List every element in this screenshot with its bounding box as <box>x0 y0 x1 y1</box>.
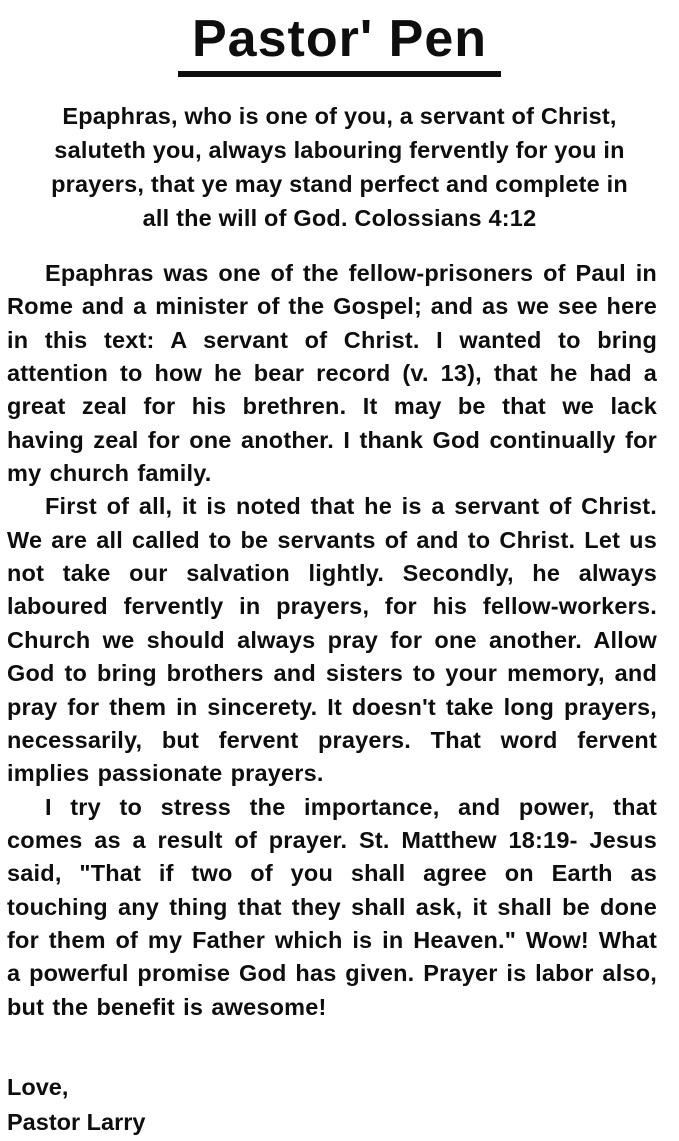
body-paragraph: Epaphras was one of the fellow-prisoners of Paul in Rome and a minister of the Gospel; and as we see here in this text: A servant of Christ. I wanted to bring attention to how he bear record (v. 13), that he had a great zeal for his brethren. It may be that we lack having zeal for one another. I thank God continually for my church family. <box>7 259 657 486</box>
closing <box>7 1070 679 1141</box>
page-title: Pastor' Pen <box>178 12 501 77</box>
title-wrap <box>0 12 679 77</box>
body-paragraph: I try to stress the importance, and power, that comes as a result of prayer. St. Matthew 18:19- Jesus said, "That if two of you shall agree on Earth as touching any thing that they shall ask, it shall be done for them of my Father which is in Heaven." Wow! What a powerful promise God has given. Prayer is labor also, but the benefit is awesome! <box>7 793 657 1020</box>
closing-signature: Pastor Larry <box>7 1109 146 1136</box>
scripture-quote: Epaphras, who is one of you, a servant of Christ, saluteth you, always labouring fervently for you in prayers, that ye may stand perfect and complete in all the will of God. Colossians 4:12 <box>51 102 628 231</box>
closing-salutation: Love, <box>7 1074 69 1101</box>
body-paragraph: First of all, it is noted that he is a servant of Christ. We are all called to be servants of and to Christ. Let us not take our salvation lightly. Secondly, he always laboured fervently in prayers, for his fellow-workers. Church we should always pray for one another. Allow God to bring brothers and sisters to your memory, and pray for them in sincerety. It doesn't take long prayers, necessarily, but fervent prayers. That word fervent implies passionate prayers. <box>7 493 657 787</box>
body-text <box>7 257 657 1024</box>
